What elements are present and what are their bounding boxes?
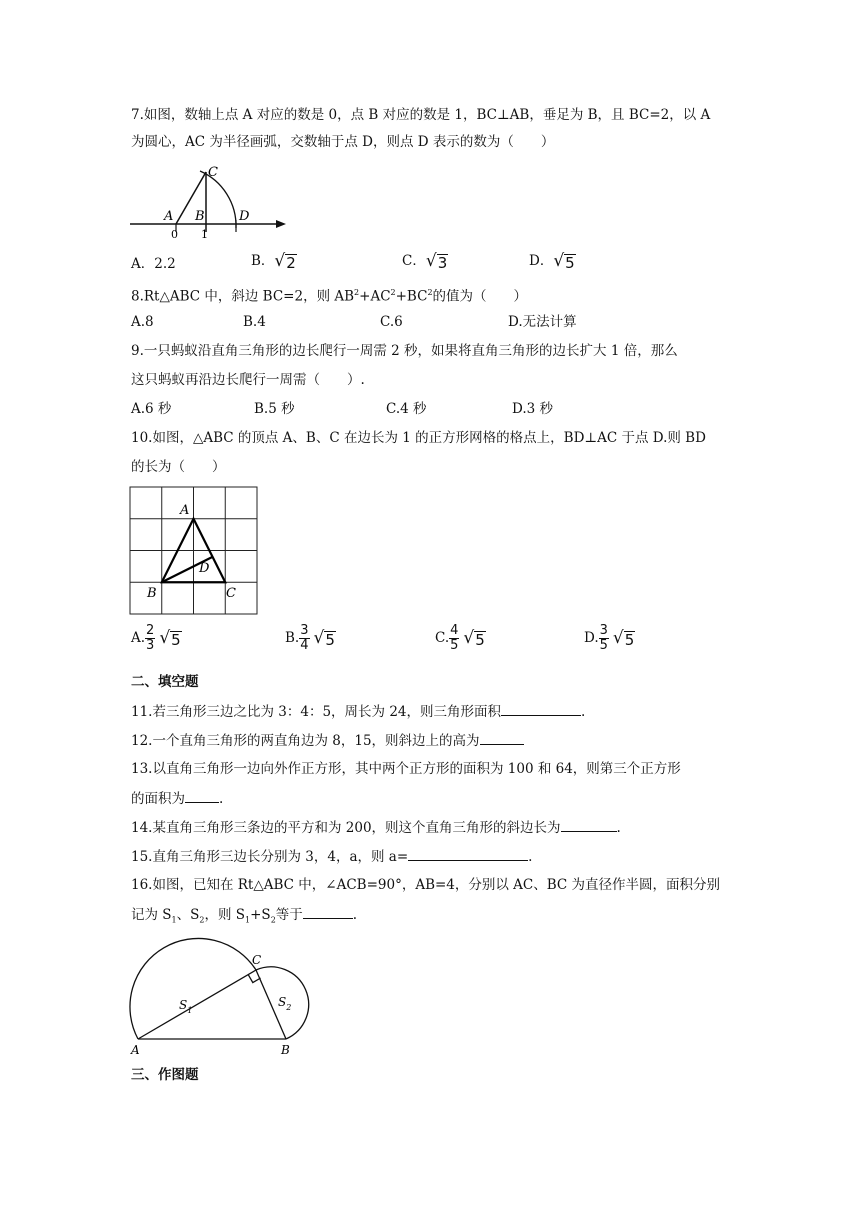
- q7-option-b: [251, 252, 297, 271]
- q10-grid-figure: [129, 486, 259, 616]
- q13-end: .: [219, 791, 224, 807]
- q8-mid2: +BC: [395, 288, 428, 305]
- q10-label-a: A: [180, 503, 190, 518]
- sqrt-symbol: √ 5: [612, 628, 635, 649]
- q14-answer-blank[interactable]: [561, 818, 617, 832]
- q16-line1: 16.如图，已知在 Rt△ABC 中，∠ACB=90°，AB=4，分别以 AC、BC 为直径作半圆，面积分别: [131, 877, 721, 893]
- numerator: 2: [146, 623, 155, 638]
- s2-letter: S: [278, 995, 287, 1009]
- q7-option-c-radicand: 3: [437, 254, 448, 272]
- numerator: 3: [599, 623, 608, 638]
- denominator: 3: [146, 638, 155, 653]
- q9-line2: 这只蚂蚁再沿边长爬行一周需（ ）.: [131, 372, 365, 388]
- q10-label-d: D: [199, 561, 210, 576]
- q8-option-d: D.无法计算: [508, 314, 577, 330]
- q8-stem: [131, 284, 527, 306]
- numerator: 3: [300, 623, 309, 638]
- q7-line1: 7.如图，数轴上点 A 对应的数是 0，点 B 对应的数是 1，BC⊥AB，垂足为 B，且 BC=2，以 A: [131, 107, 711, 123]
- q10-option-a-label: A.: [131, 630, 146, 646]
- q9-option-d: D.3 秒: [512, 401, 554, 417]
- q16-sub1b: 1: [245, 915, 251, 925]
- q10-option-a: [131, 624, 182, 653]
- q10-option-b-label: B.: [285, 630, 300, 646]
- radicand: 5: [171, 631, 181, 649]
- denominator: 4: [300, 638, 309, 653]
- q16-label-s2: [278, 995, 291, 1012]
- q14-text: 14.某直角三角形三条边的平方和为 200，则这个直角三角形的斜边长为: [131, 820, 561, 836]
- fraction: [599, 624, 609, 653]
- q10-option-d-label: D.: [584, 630, 599, 646]
- q7-option-d: [529, 252, 576, 271]
- q10-line2: 的长为（ ）: [131, 459, 226, 475]
- q10-line1: 10.如图，△ABC 的顶点 A、B、C 在边长为 1 的正方形网格的格点上，BD⊥AC 于点 D.则 BD: [131, 430, 706, 446]
- q7-label-d: D: [239, 209, 250, 224]
- denominator: 5: [450, 638, 459, 653]
- q16-text-d: +S: [250, 907, 271, 923]
- q10-label-b: B: [147, 586, 157, 601]
- q11-answer-blank[interactable]: [501, 702, 581, 716]
- q12-answer-blank[interactable]: [480, 731, 524, 745]
- q10-option-b: [285, 624, 336, 653]
- q16-label-b: B: [281, 1043, 290, 1057]
- q13-line2: [131, 789, 223, 808]
- q8-option-b: B.4: [243, 314, 266, 330]
- q7-number-line-figure: [128, 160, 288, 240]
- sqrt-symbol: √ 2: [274, 251, 296, 272]
- s1-index: 1: [187, 1006, 193, 1015]
- q15-stem: [131, 847, 532, 866]
- q10-option-d: [584, 624, 635, 653]
- q13-text: 的面积为: [131, 791, 185, 807]
- q13-line1: 13.以直角三角形一边向外作正方形，其中两个正方形的面积为 100 和 64，则第三个正方形: [131, 761, 681, 777]
- q16-text-c: ，则 S: [204, 907, 246, 923]
- q10-option-c: [435, 624, 486, 653]
- q7-option-a: A．2.2: [131, 256, 176, 272]
- q8-prefix: 8.Rt△ABC 中，斜边 BC=2，则 AB: [131, 288, 355, 305]
- q7-option-d-label: D．: [529, 253, 554, 269]
- q15-answer-blank[interactable]: [408, 847, 528, 861]
- q11-text: 11.若三角形三边之比为 3：4：5，周长为 24，则三角形面积: [131, 704, 501, 720]
- q12-text: 12.一个直角三角形的两直角边为 8，15，则斜边上的高为: [131, 733, 480, 749]
- q11-stem: [131, 702, 585, 721]
- q16-text-a: 记为 S: [131, 907, 172, 923]
- q16-sub1: 1: [171, 915, 177, 925]
- q16-sub2b: 2: [270, 915, 276, 925]
- q7-tick-1: 1: [201, 228, 208, 240]
- sqrt-symbol: √ 5: [553, 251, 575, 272]
- q16-label-c: C: [252, 953, 262, 967]
- q8-mid1: +AC: [359, 288, 391, 305]
- s1-letter: S: [179, 998, 188, 1012]
- q8-exp2: 2: [390, 288, 396, 297]
- sqrt-symbol: √ 3: [425, 251, 448, 272]
- q7-tick-0: 0: [171, 228, 178, 240]
- q16-sub2: 2: [199, 915, 205, 925]
- q14-stem: [131, 818, 621, 837]
- q8-option-c: C.6: [380, 314, 403, 330]
- fraction: [145, 624, 155, 653]
- q15-end: .: [528, 849, 533, 865]
- sqrt-symbol: √ 5: [313, 628, 335, 649]
- s2-index: 2: [286, 1003, 292, 1012]
- q16-line2: [131, 905, 357, 930]
- q9-option-c: C.4 秒: [386, 401, 427, 417]
- q9-option-a: A.6 秒: [131, 401, 172, 417]
- fraction: [299, 624, 309, 653]
- section-heading-fill-in: 二、填空题: [131, 674, 199, 690]
- q16-semicircles-figure: [128, 936, 314, 1058]
- q8-option-a: A.8: [131, 314, 154, 330]
- q16-answer-blank[interactable]: [303, 905, 353, 919]
- q9-option-b: B.5 秒: [254, 401, 295, 417]
- q11-end: .: [581, 704, 586, 720]
- q13-answer-blank[interactable]: [185, 789, 219, 803]
- q7-label-a: A: [164, 209, 174, 224]
- q8-exp3: 2: [427, 288, 433, 297]
- q12-stem: [131, 731, 524, 750]
- q16-end: .: [352, 907, 358, 923]
- q7-label-b: B: [195, 209, 205, 224]
- q7-line2: 为圆心，AC 为半径画弧，交数轴于点 D，则点 D 表示的数为（ ）: [131, 134, 555, 150]
- q10-label-c: C: [226, 586, 236, 601]
- radicand: 5: [475, 631, 485, 649]
- q15-text: 15.直角三角形三边长分别为 3，4，a，则 a=: [131, 849, 409, 865]
- q16-label-s1: [179, 998, 192, 1015]
- q7-option-c-label: C．: [402, 253, 426, 269]
- q7-option-c: [402, 252, 448, 271]
- q7-label-c: C: [208, 165, 218, 180]
- section-heading-drawing: 三、作图题: [131, 1067, 199, 1083]
- radicand: 5: [325, 631, 335, 649]
- q16-text-b: 、S: [176, 907, 200, 923]
- q7-option-b-radicand: 2: [286, 254, 296, 272]
- numerator: 4: [450, 623, 459, 638]
- denominator: 5: [599, 638, 608, 653]
- q10-option-c-label: C.: [435, 630, 450, 646]
- q7-option-b-label: B．: [251, 253, 275, 269]
- sqrt-symbol: √ 5: [159, 628, 181, 649]
- fraction: [449, 624, 459, 653]
- q16-text-e: 等于: [275, 907, 303, 923]
- radicand: 5: [624, 631, 635, 649]
- q8-suffix: 的值为（ ）: [432, 288, 528, 305]
- sqrt-symbol: √ 5: [463, 628, 485, 649]
- q8-exp1: 2: [354, 288, 360, 297]
- q14-end: .: [616, 820, 621, 836]
- q7-option-d-radicand: 5: [565, 254, 575, 272]
- q9-line1: 9.一只蚂蚁沿直角三角形的边长爬行一周需 2 秒，如果将直角三角形的边长扩大 1 倍，那么: [131, 343, 678, 359]
- q16-label-a: A: [131, 1043, 140, 1057]
